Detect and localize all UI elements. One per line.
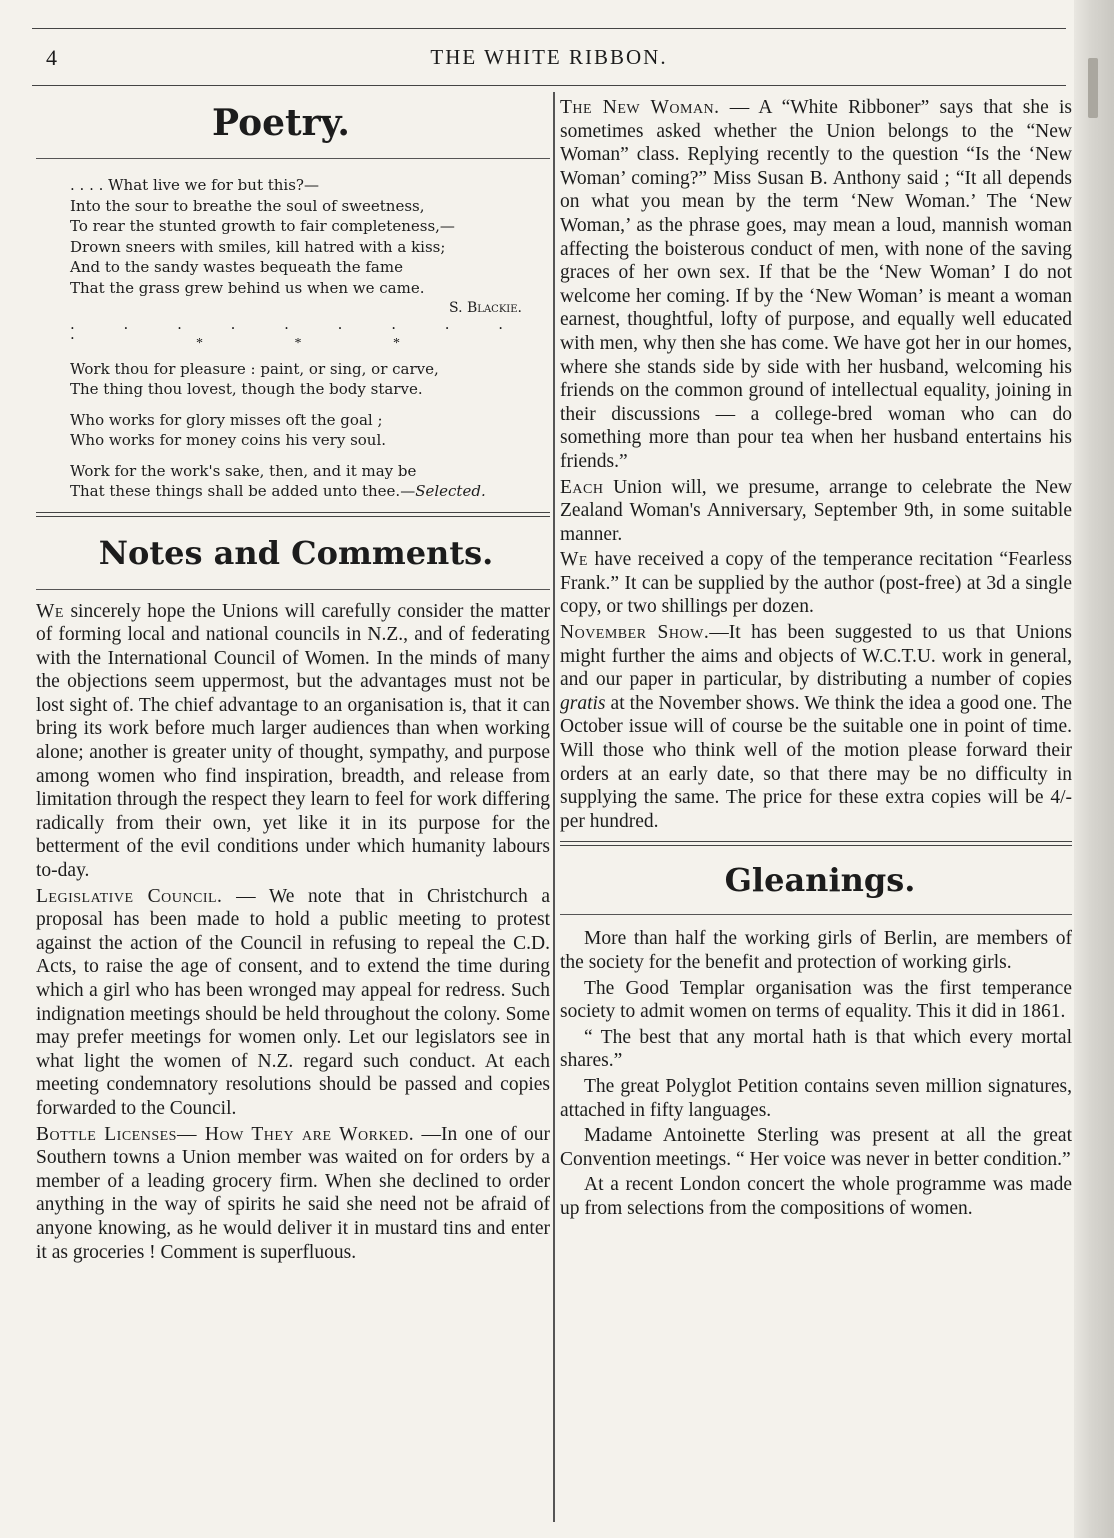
poem-line: To rear the stunted growth to fair completeness,— bbox=[70, 217, 455, 235]
page-number: 4 bbox=[46, 45, 57, 70]
paragraph-text: — A “White Ribboner” says that she is sometimes asked whether the Union belongs to the “New Woman” class. Replying recently to the question “Is the ‘New Woman’ coming?” Miss Susan B. Anthony said ; “It all depends on what you mean by the term ‘New Woman.’ The ‘New Woman,’ as the phrase goes, may mean a loud, mannish woman affecting the boisterous conduct of men, with none of the saving graces of her own sex. If that be the ‘New Woman’ I do not welcome her coming. If by the ‘New Woman’ is meant a woman earnest, thoughtful, lofty of purpose, and equally well educated with men, why then she has come. We have got her in our homes, where she stands side by side with her husband, welcoming his friends on the common ground of intellectual equality, joining in their discussions — a college-bred woman who can do something more than pour tea when her husband entertains his friends.” bbox=[560, 97, 1072, 472]
paragraph-text: —In one of our Southern towns a Union member was waited on for orders by a member of a leading grocery firm. When she declined to order anything in the way of spirits he said she need not be afraid of anyone knowing, as he would deliver it in mustard tins and enter it as groceries ! Comment is superfluous. bbox=[36, 1123, 550, 1263]
gleaning-item: “ The best that any mortal hath is that which every mortal shares.” bbox=[560, 1026, 1072, 1072]
paragraph-text: sincerely hope the Unions will carefully consider the matter of forming local and national councils in N.Z., and of federating with the International Council of Women. In the minds of many the objections seem uppermost, but the advantages must not be lost sight of. The chief advantage to an organisation is, that it can bring its work before much larger audiences than when working alone; another is greater unity of thought, sympathy, and purpose among women who find inspiration, breadth, and release from limitation through the respect they learn to feel for work differing radically from their own, yet like it in its purpose for the betterment of the evil conditions under which humanity labours to-day. bbox=[36, 600, 550, 882]
poem-line: Work for the work's sake, then, and it may be bbox=[70, 461, 417, 480]
gleanings-heading: Gleanings. bbox=[724, 861, 916, 900]
notes-rule bbox=[36, 589, 550, 590]
gleaning-item: More than half the working girls of Berlin, are members of the society for the benefit and protection of working girls. bbox=[560, 928, 1072, 973]
left-column bbox=[36, 96, 550, 1264]
page-edge bbox=[1074, 0, 1114, 1538]
stanza bbox=[70, 461, 550, 502]
asterism: * * * bbox=[196, 335, 444, 351]
poetry-rule bbox=[36, 158, 550, 159]
ellipsis-row: . . . . . . . . . . bbox=[70, 314, 526, 343]
publication-title: THE WHITE RIBBON. bbox=[430, 45, 668, 69]
gleanings-body bbox=[560, 927, 1072, 1220]
right-body bbox=[560, 96, 1072, 833]
column-divider bbox=[553, 92, 555, 1522]
right-column bbox=[560, 96, 1072, 1221]
poem-selected bbox=[70, 359, 550, 502]
italic-word: gratis bbox=[560, 692, 606, 714]
poem-line: Into the sour to breathe the soul of sweetness, bbox=[70, 196, 425, 215]
gleaning-item: Madame Antoinette Sterling was present at all the great Convention meetings. “ Her voice was never in better condition.” bbox=[560, 1125, 1072, 1170]
gleaning-item: At a recent London concert the whole programme was made up from selections from the compositions of women. bbox=[560, 1174, 1072, 1219]
paragraph-text: Union will, we presume, arrange to celebrate the New Zealand Woman's Anniversary, September 9th, in some suitable manner. bbox=[560, 476, 1072, 545]
poem-blackie bbox=[70, 175, 550, 343]
gleaning-item: The Good Templar organisation was the first temperance society to admit women on terms of equality. This it did in 1861. bbox=[560, 977, 1072, 1023]
notes-paragraph bbox=[560, 96, 1072, 474]
poem-line-text: That these things shall be added unto thee.— bbox=[70, 482, 416, 500]
lead-heading: The New Woman. bbox=[560, 97, 720, 118]
stanza bbox=[70, 359, 550, 400]
poem-line bbox=[70, 481, 550, 502]
poem-line: Work thou for pleasure : paint, or sing, or carve, bbox=[70, 359, 439, 378]
poetry-heading: Poetry. bbox=[212, 102, 350, 144]
poem-line: Who works for money coins his very soul. bbox=[70, 431, 387, 449]
lead-word: We bbox=[560, 549, 588, 571]
poem-line: That the grass grew behind us when we came. bbox=[70, 278, 425, 297]
lead-heading: Bottle Licenses— How They are Worked. bbox=[36, 1123, 415, 1145]
notes-paragraph bbox=[560, 548, 1072, 619]
notes-paragraph bbox=[560, 476, 1072, 547]
paragraph-text: have received a copy of the temperance recitation “Fearless Frank.” It can be supplied by the author (post-free) at 3d a single copy, or two shillings per dozen. bbox=[560, 549, 1072, 618]
notes-paragraph bbox=[36, 885, 550, 1121]
edge-mark bbox=[1088, 58, 1098, 118]
lead-word: Each bbox=[560, 476, 604, 498]
poem-line: The thing thou lovest, though the body starve. bbox=[70, 380, 423, 398]
poem-attribution: S. Blackie. bbox=[449, 300, 522, 316]
paragraph-text: at the November shows. We think the idea a good one. The October issue will of course be the suitable one in point of time. Will those who think well of the motion please forward their orders at an early date, so that there may be no difficulty in supplying the same. The price for these extra copies will be 4/- per hundred. bbox=[560, 692, 1072, 832]
notes-heading: Notes and Comments. bbox=[98, 533, 494, 572]
selected-credit: Selected. bbox=[415, 482, 486, 500]
poem-line: . . . . What live we for but this?— bbox=[70, 176, 319, 194]
paragraph-text: —It has been suggested to us that Unions might further the aims and objects of W.C.T.U. work in general, and our paper in particular, by distributing a number of copies bbox=[560, 622, 1072, 691]
notes-body bbox=[36, 600, 550, 1265]
stanza bbox=[70, 410, 550, 451]
poem-line: Who works for glory misses oft the goal ; bbox=[70, 410, 383, 429]
notes-paragraph bbox=[36, 1123, 550, 1265]
paragraph-text: — We note that in Christchurch a proposal has been made to hold a public meeting to protest against the action of the Council in refusing to repeal the C.D. Acts, to raise the age of consent, and to extend the time during which a girl who has been wronged may appeal for redress. Such indignation meetings should be held throughout the colony. Some may prefer meetings for women only. Let our legislators see in what light the women of N.Z. regard such conduct. At each meeting condemnatory resolutions should be passed and copies forwarded to the Council. bbox=[36, 885, 551, 1119]
lead-heading: Legislative Council. bbox=[36, 885, 223, 907]
lead-heading: November Show. bbox=[560, 622, 710, 644]
gleanings-rule bbox=[560, 914, 1072, 915]
page-header bbox=[32, 28, 1066, 86]
gleaning-item: The great Polyglot Petition contains seven million signatures, attached in fifty languages. bbox=[560, 1075, 1072, 1121]
lead-word: We bbox=[36, 600, 64, 622]
notes-paragraph bbox=[36, 600, 550, 883]
poem-line: Drown sneers with smiles, kill hatred with a kiss; bbox=[70, 237, 446, 256]
poem-line: And to the sandy wastes bequeath the fame bbox=[70, 258, 403, 276]
notes-paragraph bbox=[560, 621, 1072, 833]
